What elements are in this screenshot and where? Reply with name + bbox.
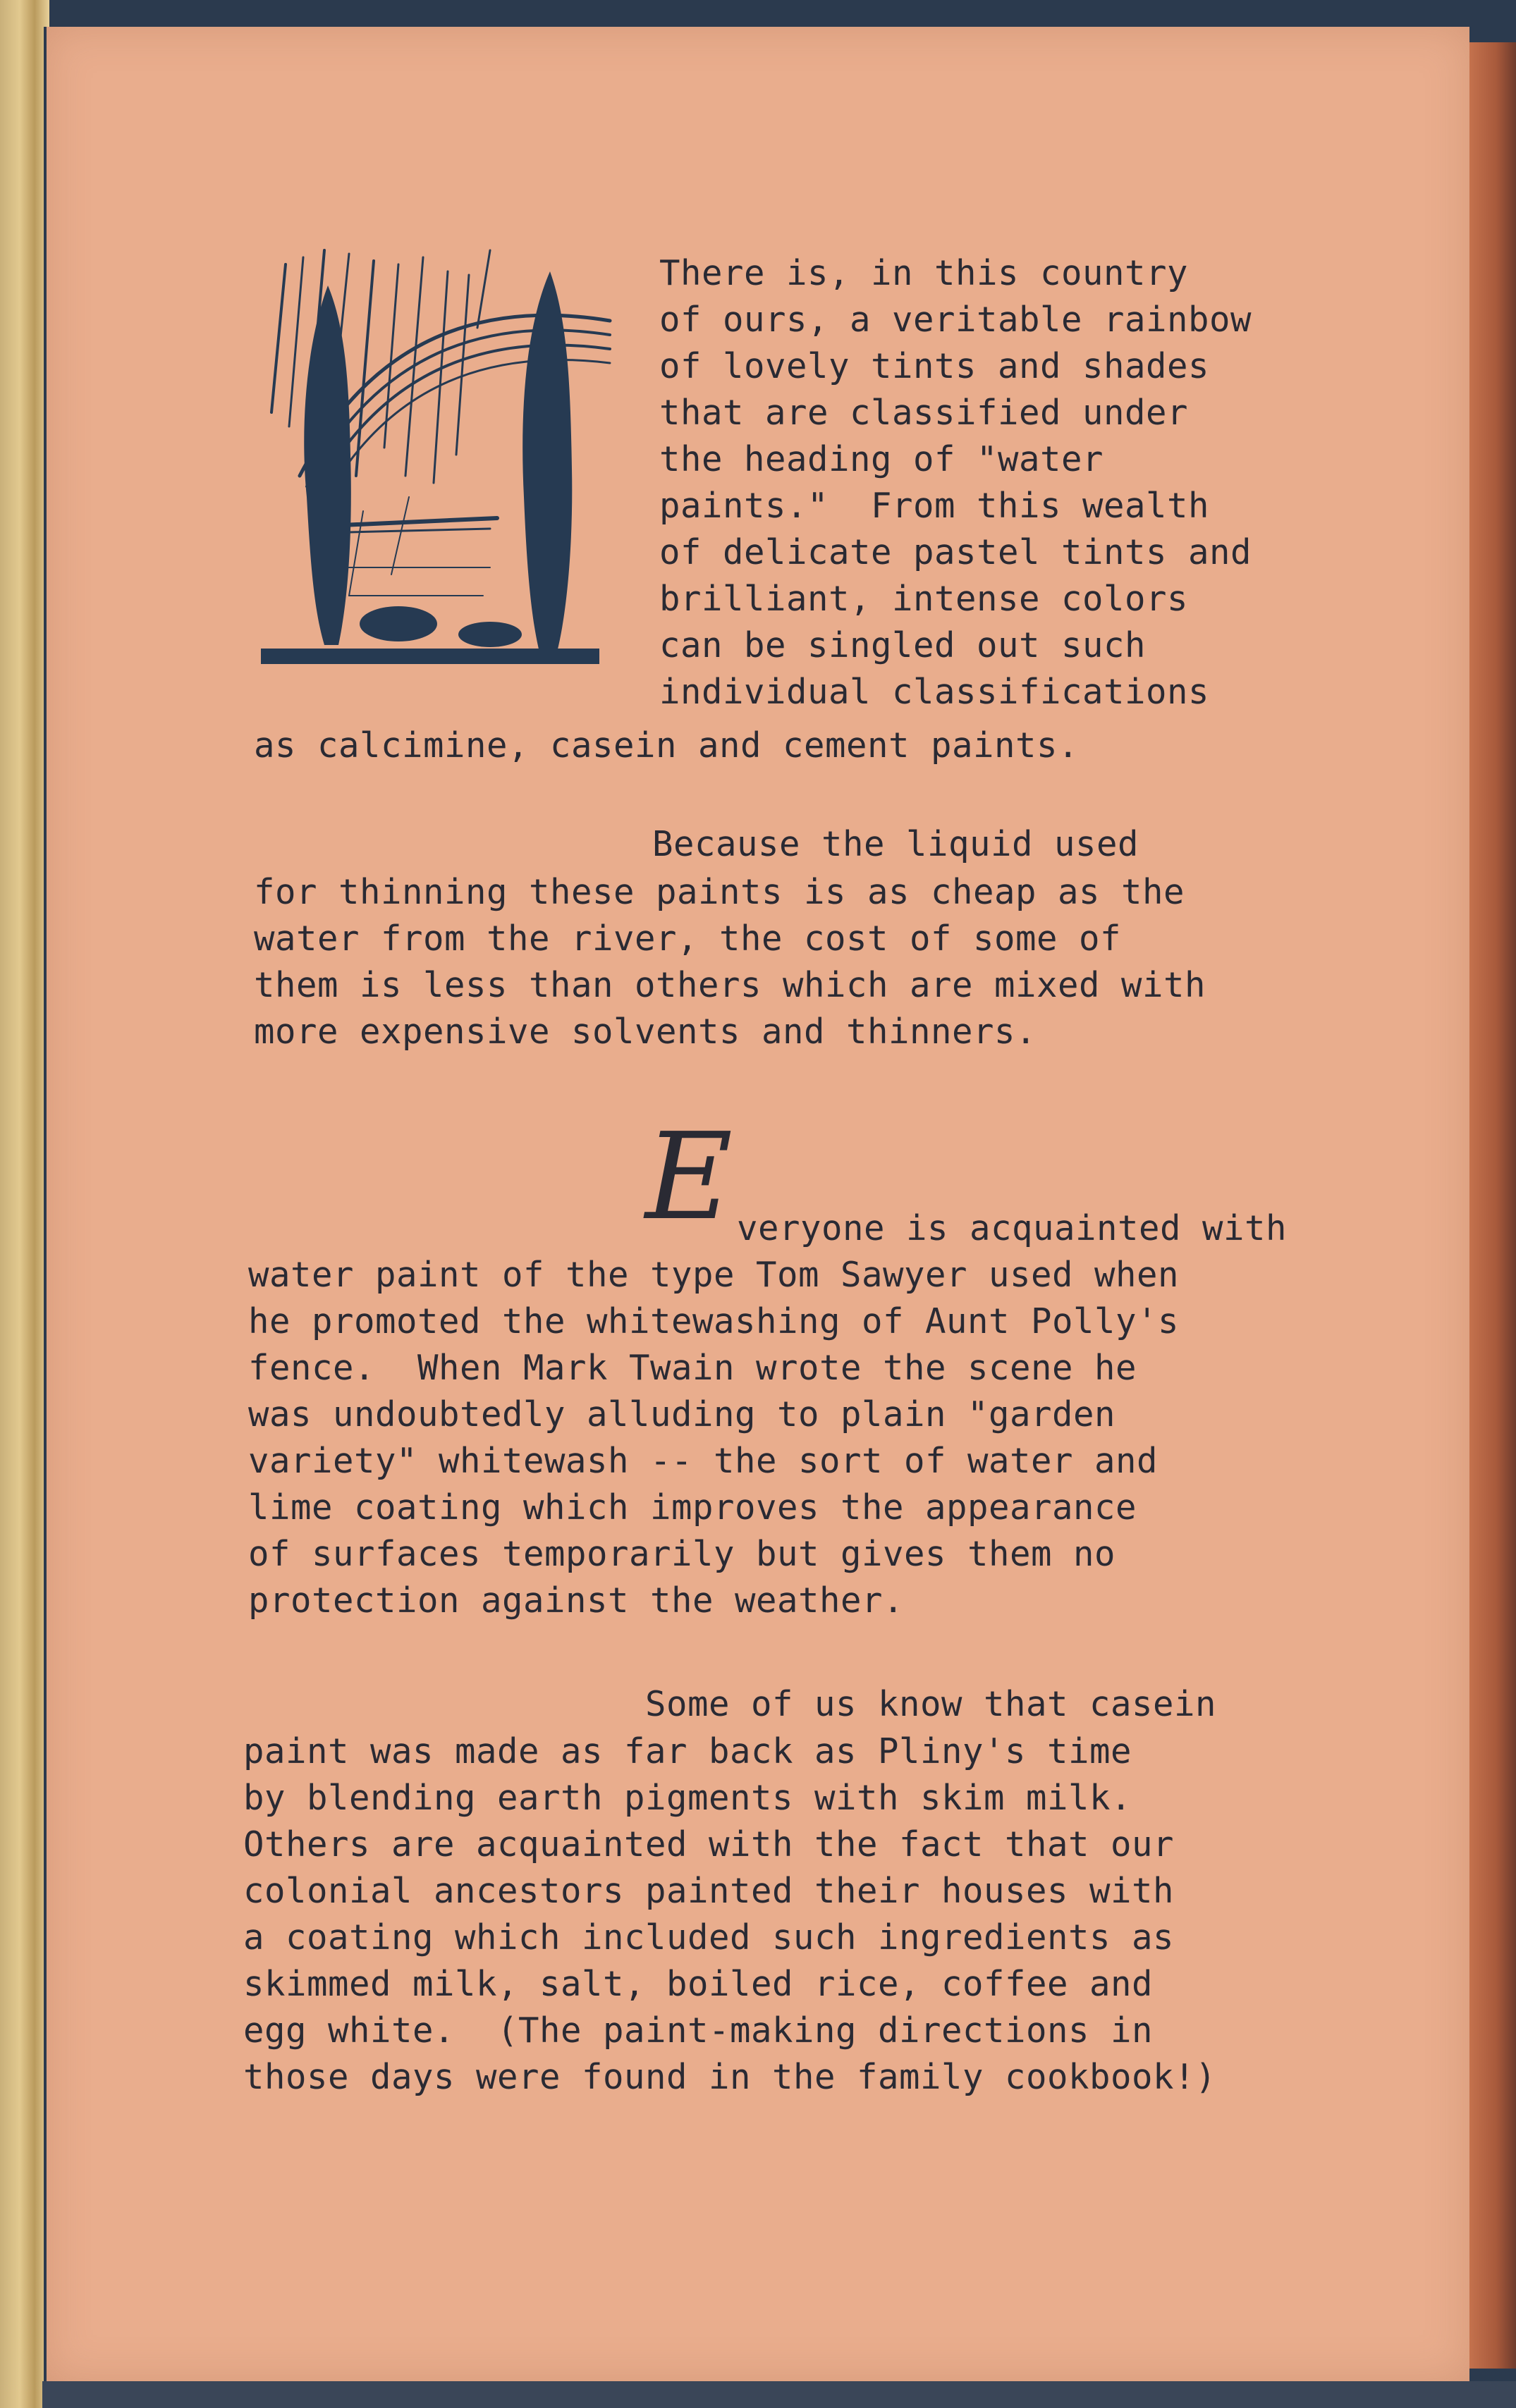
p4-line-7: egg white. (The paint-making directions in [243,2010,1154,2051]
paragraph-1-last-line: as calcimine, casein and cement paints. [254,725,1080,766]
p1-line-9: can be singled out such [659,625,1147,665]
p2-line-2: water from the river, the cost of some of [254,919,1122,959]
p4-line-1: paint was made as far back as Pliny's time [243,1731,1132,1771]
p4-line-4: colonial ancestors painted their houses with [243,1871,1175,1911]
p4-line-2: by blending earth pigments with skim milk. [243,1778,1132,1818]
p1-line-8: brilliant, intense colors [659,579,1189,619]
p3-line-2: he promoted the whitewashing of Aunt Polly's [248,1301,1180,1341]
p3-line-6: lime coating which improves the appearance [248,1487,1137,1528]
p2-line-1: for thinning these paints is as cheap as the [254,872,1185,912]
book-cover-edge [1467,42,1516,2369]
p3-line-3: fence. When Mark Twain wrote the scene he [248,1348,1137,1388]
p3-line-7: of surfaces temporarily but gives them no [248,1534,1116,1574]
p3-line-5: variety" whitewash -- the sort of water and [248,1441,1159,1481]
p1-line-1: There is, in this country [659,253,1189,293]
paragraph-2 [254,869,1206,1055]
p1-line-4: that are classified under [659,393,1189,433]
p4-line-3: Others are acquainted with the fact that our [243,1824,1175,1865]
rainbow-rain-illustration-icon [257,243,617,684]
paragraph-3-first-line: veryone is acquainted with [737,1208,1288,1248]
p1-line-3: of lovely tints and shades [659,346,1210,386]
p4-line-5: a coating which included such ingredients as [243,1917,1175,1958]
p3-line-4: was undoubtedly alluding to plain "garden [248,1394,1116,1435]
p1-line-6: paints." From this wealth [659,486,1210,526]
p1-line-2: of ours, a veritable rainbow [659,300,1252,340]
book-bottom-edge [42,2381,1516,2408]
book-binding [0,0,49,2408]
p3-line-1: water paint of the type Tom Sawyer used when [248,1255,1180,1295]
p1-line-5: the heading of "water [659,439,1104,479]
p1-line-10: individual classifications [659,672,1210,712]
p3-line-8: protection against the weather. [248,1580,905,1621]
paragraph-2-first-line: Because the liquid used [652,824,1139,864]
paragraph-3 [248,1252,1179,1624]
paragraph-1 [659,250,1252,715]
p4-line-8: those days were found in the family cookbook!) [243,2057,1217,2097]
p4-line-6: skimmed milk, salt, boiled rice, coffee and [243,1964,1154,2004]
p2-line-4: more expensive solvents and thinners. [254,1012,1037,1052]
p1-line-7: of delicate pastel tints and [659,532,1252,572]
paragraph-4 [243,1728,1216,2101]
paragraph-4-first-line: Some of us know that casein [645,1684,1217,1724]
p2-line-3: them is less than others which are mixed with [254,965,1206,1005]
drop-cap-e: E [645,1107,733,1247]
